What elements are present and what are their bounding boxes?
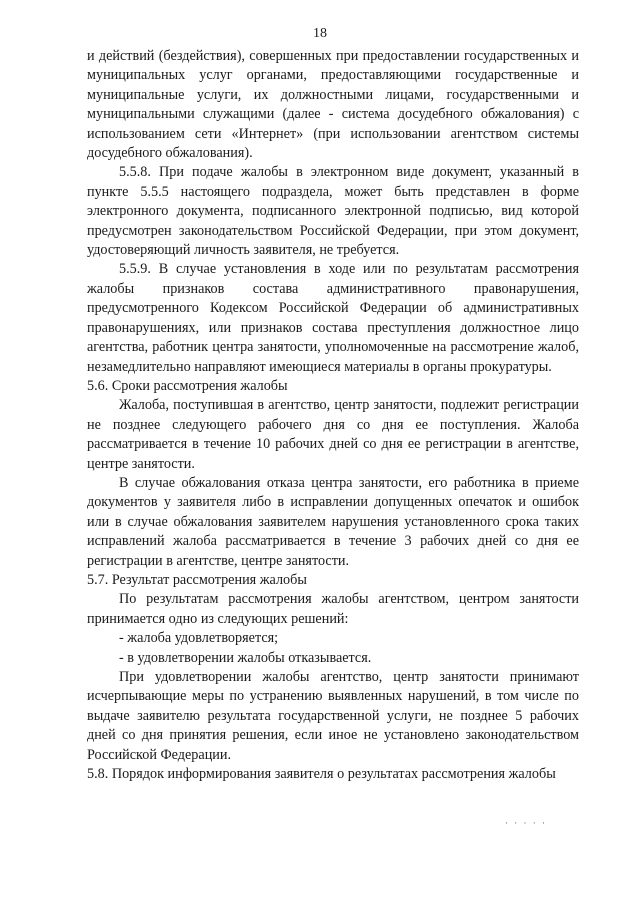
paragraph-5-5-8: 5.5.8. При подаче жалобы в электронном виде документ, указанный в пункте 5.5.5 настоящего подраздела, может быть представлен в форме электронного документа, подписанного электронной подписью, вид которой предусмотрен законодательством Российской Федерации, при этом документ, удостоверяющий личность заявителя, не требуется.	[87, 164, 579, 259]
page-number: 18	[313, 26, 327, 41]
section-heading-5-6: 5.6. Сроки рассмотрения жалобы	[87, 377, 288, 394]
paragraph-5-5-9: 5.5.9. В случае установления в ходе или по результатам рассмотрения жалобы признаков состава административного правонарушения, предусмотренного Кодексом Российской Федерации об административных правонарушениях, или признаков состава преступления должностное лицо агентства, работник центра занятости, уполномоченные на рассмотрение жалоб, незамедлительно направляют имеющиеся материалы в органы прокуратуры.	[87, 261, 579, 375]
section-heading-5-8: 5.8. Порядок информирования заявителя о результатах рассмотрения жалобы	[87, 766, 556, 783]
paragraph-5-7-1: По результатам рассмотрения жалобы агентством, центром занятости принимается одно из следующих решений:	[87, 591, 579, 627]
paragraph-5-6-1: Жалоба, поступившая в агентство, центр занятости, подлежит регистрации не позднее следующего рабочего дня со дня ее поступления. Жалоба рассматривается в течение 10 рабочих дней со дня ее регистрации в агентстве, центре занятости.	[87, 397, 579, 472]
document-body	[87, 47, 579, 784]
paragraph-5-6-2: В случае обжалования отказа центра занятости, его работника в приеме документов у заявителя либо в исправлении допущенных опечаток и ошибок или в случае обжалования заявителем нарушения установленного срока таких исправлений жалоба рассматривается в течение 3 рабочих дней со дня ее регистрации в агентстве, центре занятости.	[87, 474, 579, 569]
paragraph-continuation: и действий (бездействия), совершенных при предоставлении государственных и муниципальных услуг органами, предоставляющими государственные и муниципальные услуги, их должностными лицами, государственными и муниципальными служащими (далее - система досудебного обжалования) с использованием сети «Интернет» (при использовании агентством системы досудебного обжалования).	[87, 48, 579, 162]
paragraph-5-7-2: При удовлетворении жалобы агентство, центр занятости принимают исчерпывающие меры по устранению выявленных нарушений, в том числе по выдаче заявителю результата государственной услуги, не позднее 5 рабочих дней со дня принятия решения, если иное не установлено законодательством Российской Федерации.	[87, 669, 579, 763]
list-item-refused: - в удовлетворении жалобы отказывается.	[119, 649, 372, 666]
section-heading-5-7: 5.7. Результат рассмотрения жалобы	[87, 571, 307, 588]
scan-specks-decoration: · · · · ·	[505, 818, 547, 828]
list-item-satisfied: - жалоба удовлетворяется;	[119, 630, 279, 647]
